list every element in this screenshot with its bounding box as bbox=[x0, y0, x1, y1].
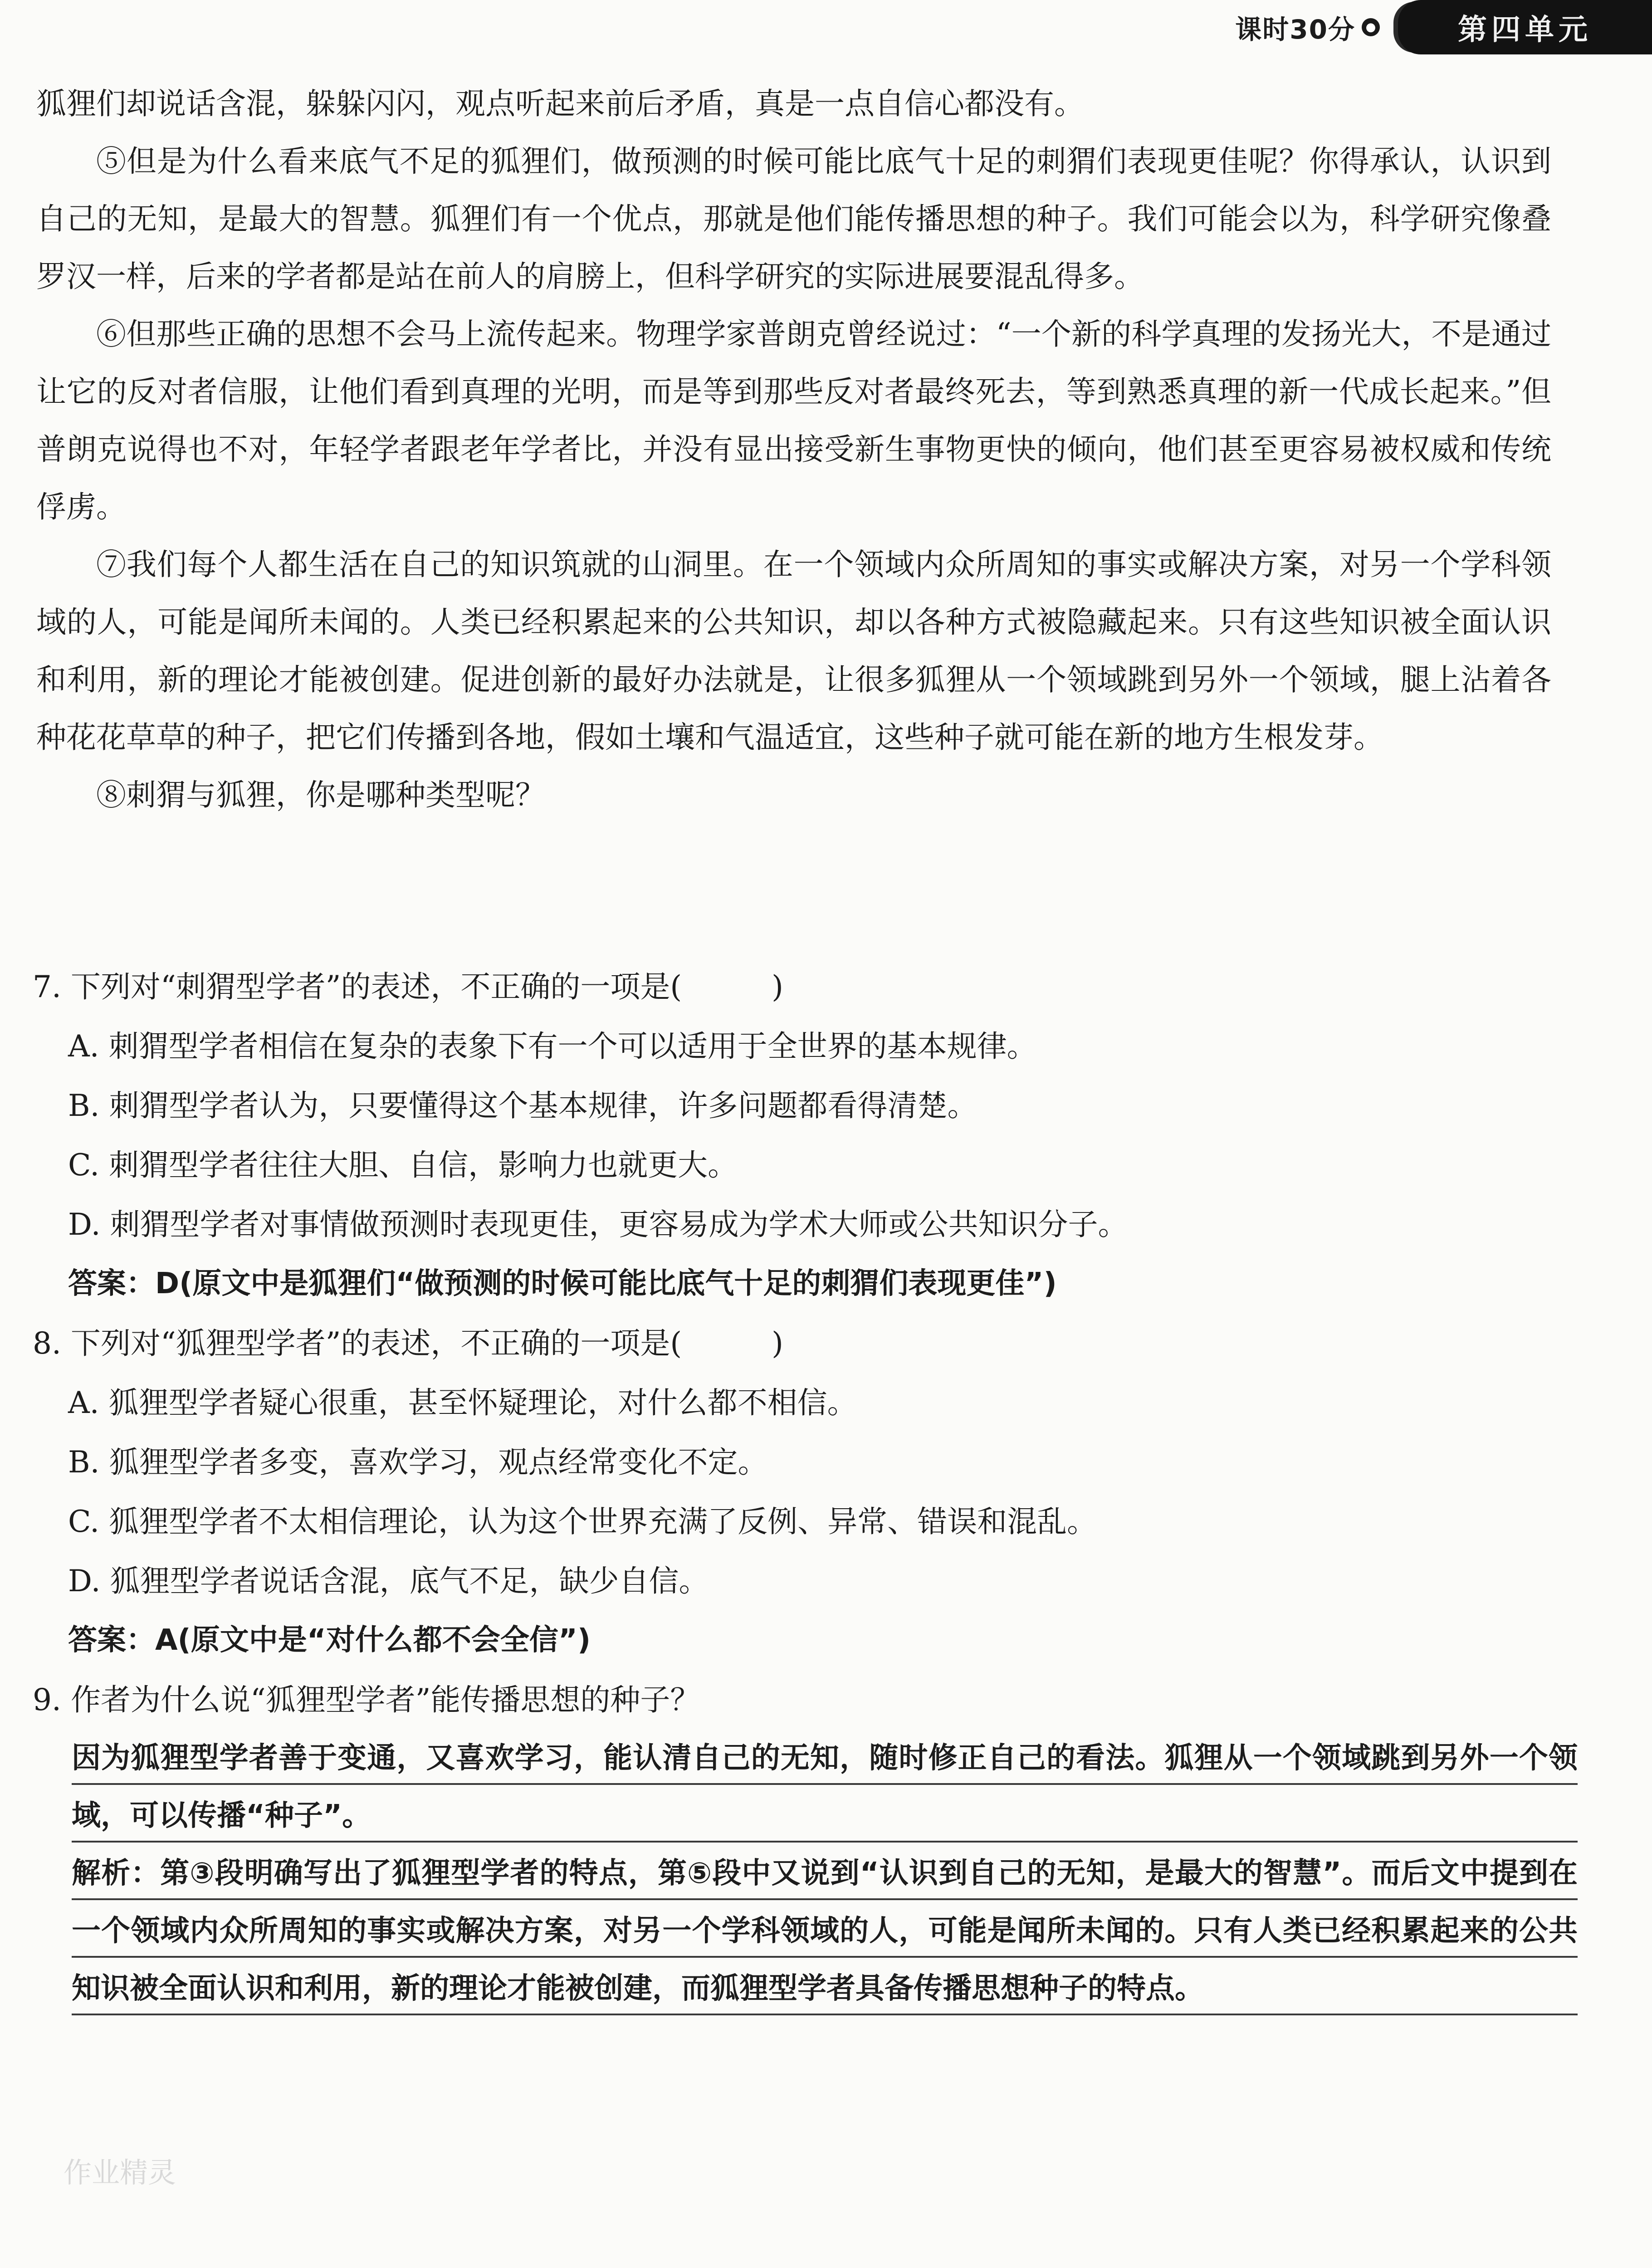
question-9-analysis: 解析：第③段明确写出了狐狸型学者的特点，第⑤段中又说到“认识到自己的无知，是最大的智慧”。而后文中提到在一个领域内众所周知的事实或解决方案，对另一个学科领域的人，可能是闻所未闻的。只有人类已经积累起来的公共知识被全面认识和利用，新的理论才能被创建，而狐狸型学者具备传播思想种子的特点。 bbox=[72, 1857, 1578, 2005]
question-7-option-d: D. 刺猬型学者对事情做预测时表现更佳，更容易成为学术大师或公共知识分子。 bbox=[68, 1207, 1128, 1242]
question-8-option-c: C. 狐狸型学者不太相信理论，认为这个世界充满了反例、异常、错误和混乱。 bbox=[68, 1504, 1097, 1539]
question-9-written-answer bbox=[72, 1730, 1578, 2018]
watermark: 作业精灵 bbox=[64, 2156, 176, 2189]
lesson-label: 课时30分 bbox=[1235, 14, 1355, 45]
passage-paragraph-6: ⑥但那些正确的思想不会马上流传起来。物理学家普朗克曾经说过：“一个新的科学真理的发扬光大，不是通过让它的反对者信服，让他们看到真理的光明，而是等到那些反对者最终死去，等到熟悉真理的新一代成长起来。”但普朗克说得也不对，年轻学者跟老年学者比，并没有显出接受新生事物更快的倾向，他们甚至更容易被权威和传统俘虏。 bbox=[36, 317, 1551, 524]
question-9-answer-text: 因为狐狸型学者善于变通，又喜欢学习，能认清自己的无知，随时修正自己的看法。狐狸从一个领域跳到另外一个领域，可以传播“种子”。 bbox=[72, 1741, 1578, 1833]
passage-paragraph-8: ⑧刺猬与狐狸，你是哪种类型呢？ bbox=[96, 777, 545, 812]
bullet-icon: ● bbox=[1362, 18, 1380, 36]
question-8-stem: 8. 下列对“狐狸型学者”的表述，不正确的一项是( ) bbox=[33, 1326, 783, 1361]
page-header bbox=[1235, 0, 1652, 54]
question-7-option-b: B. 刺猬型学者认为，只要懂得这个基本规律，许多问题都看得清楚。 bbox=[68, 1088, 978, 1123]
question-7-answer: 答案：D(原文中是狐狸们“做预测的时候可能比底气十足的刺猬们表现更佳”) bbox=[68, 1267, 1057, 1300]
question-8-answer: 答案：A(原文中是“对什么都不会全信”) bbox=[68, 1623, 591, 1657]
question-7-option-a: A. 刺猬型学者相信在复杂的表象下有一个可以适用于全世界的基本规律。 bbox=[68, 1029, 1037, 1064]
unit-banner: 第四单元 bbox=[1398, 0, 1652, 54]
passage-paragraph-1: 狐狸们却说话含混，躲躲闪闪，观点听起来前后矛盾，真是一点自信心都没有。 bbox=[36, 86, 1084, 121]
question-8-option-b: B. 狐狸型学者多变，喜欢学习，观点经常变化不定。 bbox=[68, 1445, 768, 1480]
question-8-option-a: A. 狐狸型学者疑心很重，甚至怀疑理论，对什么都不相信。 bbox=[68, 1385, 857, 1420]
question-section bbox=[33, 957, 1578, 2018]
question-7-option-c: C. 刺猬型学者往往大胆、自信，影响力也就更大。 bbox=[68, 1148, 738, 1183]
passage-paragraph-5: ⑤但是为什么看来底气不足的狐狸们，做预测的时候可能比底气十足的刺猬们表现更佳呢？你得承认，认识到自己的无知，是最大的智慧。狐狸们有一个优点，那就是他们能传播思想的种子。我们可能会以为，科学研究像叠罗汉一样，后来的学者都是站在前人的肩膀上，但科学研究的实际进展要混乱得多。 bbox=[36, 144, 1551, 294]
question-8-option-d: D. 狐狸型学者说话含混，底气不足，缺少自信。 bbox=[68, 1564, 709, 1598]
question-9 bbox=[33, 1670, 1578, 2018]
passage-paragraph-7: ⑦我们每个人都生活在自己的知识筑就的山洞里。在一个领域内众所周知的事实或解决方案，对另一个学科领域的人，可能是闻所未闻的。人类已经积累起来的公共知识，却以各种方式被隐藏起来。只有这些知识被全面认识和利用，新的理论才能被创建。促进创新的最好办法就是，让很多狐狸从一个领域跳到另外一个领域，腿上沾着各种花花草草的种子，把它们传播到各地，假如土壤和气温适宜，这些种子就可能在新的地方生根发芽。 bbox=[36, 547, 1551, 755]
question-9-stem: 9. 作者为什么说“狐狸型学者”能传播思想的种子？ bbox=[33, 1682, 700, 1717]
question-7-stem: 7. 下列对“刺猬型学者”的表述，不正确的一项是( ) bbox=[33, 969, 783, 1004]
question-7 bbox=[33, 957, 1557, 1314]
question-8 bbox=[33, 1314, 1557, 1670]
reading-passage bbox=[36, 75, 1551, 824]
